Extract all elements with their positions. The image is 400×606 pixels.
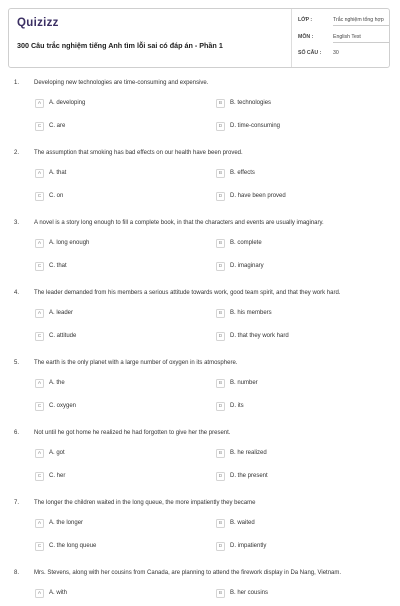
quizizz-logo: Quizizz <box>17 17 59 29</box>
question-8 <box>0 566 400 606</box>
option-text: C. on <box>49 193 64 199</box>
option-d[interactable] <box>216 192 366 204</box>
question-text: The assumption that smoking has bad effects on our health have been proved. <box>34 150 243 156</box>
meta-label-class: LỚP : <box>298 17 313 23</box>
meta-row-subject <box>298 33 390 45</box>
option-text: D. that they work hard <box>230 333 289 339</box>
option-letter-box: C <box>35 542 44 551</box>
option-text: A. leader <box>49 310 74 316</box>
worksheet-header <box>8 8 390 68</box>
option-letter-box: B <box>216 99 225 108</box>
option-letter-box: B <box>216 379 225 388</box>
option-a[interactable] <box>35 309 185 321</box>
option-b[interactable] <box>216 309 366 321</box>
option-letter-box: B <box>216 449 225 458</box>
question-number: 8. <box>14 570 20 576</box>
option-text: B. effects <box>230 170 255 176</box>
option-text: A. developing <box>49 100 86 106</box>
option-b[interactable] <box>216 169 366 181</box>
question-3 <box>0 216 400 286</box>
question-1 <box>0 76 400 146</box>
option-a[interactable] <box>35 239 185 251</box>
option-letter-box: B <box>216 589 225 598</box>
question-text: Developing new technologies are time-consuming and expensive. <box>34 80 209 86</box>
option-c[interactable] <box>35 402 185 414</box>
option-d[interactable] <box>216 262 366 274</box>
option-text: A. long enough <box>49 240 90 246</box>
option-letter-box: A <box>35 239 44 248</box>
question-text: The longer the children waited in the long queue, the more impatiently they became <box>34 500 256 506</box>
option-text: B. his members <box>230 310 272 316</box>
option-text: D. impatiently <box>230 543 267 549</box>
question-number: 6. <box>14 430 20 436</box>
option-a[interactable] <box>35 379 185 391</box>
option-letter-box: C <box>35 472 44 481</box>
meta-value-subject: English Test <box>333 34 389 43</box>
meta-label-subject: MÔN : <box>298 34 314 40</box>
option-text: C. her <box>49 473 66 479</box>
option-a[interactable] <box>35 589 185 601</box>
option-c[interactable] <box>35 472 185 484</box>
option-text: B. waited <box>230 520 255 526</box>
option-b[interactable] <box>216 379 366 391</box>
question-number: 1. <box>14 80 20 86</box>
option-b[interactable] <box>216 449 366 461</box>
option-text: C. are <box>49 123 66 129</box>
option-d[interactable] <box>216 542 366 554</box>
question-text: A novel is a story long enough to fill a complete book, in that the characters and events are usually imaginary. <box>34 220 324 226</box>
option-d[interactable] <box>216 472 366 484</box>
option-a[interactable] <box>35 169 185 181</box>
option-b[interactable] <box>216 239 366 251</box>
meta-value-class: Trắc nghiệm tổng hợp <box>333 17 389 26</box>
option-letter-box: A <box>35 379 44 388</box>
option-letter-box: D <box>216 332 225 341</box>
option-letter-box: D <box>216 542 225 551</box>
option-text: B. complete <box>230 240 262 246</box>
option-letter-box: B <box>216 519 225 528</box>
option-letter-box: C <box>35 192 44 201</box>
option-c[interactable] <box>35 262 185 274</box>
question-text: The leader demanded from his members a serious attitude towards work, good team spirit, and that they work hard. <box>34 290 341 296</box>
option-a[interactable] <box>35 99 185 111</box>
question-text: Mrs. Stevens, along with her cousins from Canada, are planning to attend the firework display in Da Nang, Vietnam. <box>34 570 342 576</box>
option-letter-box: D <box>216 192 225 201</box>
option-b[interactable] <box>216 589 366 601</box>
question-text: The earth is the only planet with a large number of oxygen in its atmosphere. <box>34 360 238 366</box>
option-letter-box: C <box>35 332 44 341</box>
question-number: 5. <box>14 360 20 366</box>
question-6 <box>0 426 400 496</box>
option-letter-box: A <box>35 449 44 458</box>
question-number: 4. <box>14 290 20 296</box>
worksheet-title: 300 Câu trắc nghiệm tiếng Anh tìm lỗi sai có đáp án - Phần 1 <box>17 41 223 50</box>
option-text: C. that <box>49 263 67 269</box>
option-letter-box: A <box>35 309 44 318</box>
option-c[interactable] <box>35 192 185 204</box>
option-text: D. have been proved <box>230 193 286 199</box>
option-letter-box: B <box>216 309 225 318</box>
option-d[interactable] <box>216 332 366 344</box>
option-letter-box: D <box>216 122 225 131</box>
option-text: B. technologies <box>230 100 272 106</box>
option-text: B. her cousins <box>230 590 269 596</box>
option-text: D. its <box>230 403 244 409</box>
question-4 <box>0 286 400 356</box>
option-a[interactable] <box>35 519 185 531</box>
option-text: A. the <box>49 380 65 386</box>
question-number: 7. <box>14 500 20 506</box>
header-divider <box>291 9 292 67</box>
option-letter-box: A <box>35 589 44 598</box>
meta-row-class <box>298 16 390 28</box>
option-letter-box: A <box>35 169 44 178</box>
option-letter-box: A <box>35 519 44 528</box>
meta-label-question-count: SỐ CÂU : <box>298 50 322 56</box>
option-letter-box: D <box>216 472 225 481</box>
option-text: C. attitude <box>49 333 77 339</box>
option-text: C. oxygen <box>49 403 77 409</box>
meta-row-question-count <box>298 49 390 61</box>
option-letter-box: C <box>35 262 44 271</box>
question-5 <box>0 356 400 426</box>
meta-value-question-count: 30 <box>333 50 339 56</box>
option-c[interactable] <box>35 332 185 344</box>
question-2 <box>0 146 400 216</box>
option-letter-box: D <box>216 262 225 271</box>
option-text: D. the present <box>230 473 268 479</box>
option-a[interactable] <box>35 449 185 461</box>
option-text: A. the longer <box>49 520 84 526</box>
option-text: A. that <box>49 170 67 176</box>
option-letter-box: B <box>216 239 225 248</box>
question-list <box>0 76 400 606</box>
option-letter-box: C <box>35 402 44 411</box>
option-letter-box: D <box>216 402 225 411</box>
question-text: Not until he got home he realized he had forgotten to give her the present. <box>34 430 231 436</box>
option-text: B. number <box>230 380 258 386</box>
option-letter-box: B <box>216 169 225 178</box>
option-text: A. with <box>49 590 68 596</box>
question-number: 2. <box>14 150 20 156</box>
option-text: B. he realized <box>230 450 267 456</box>
question-7 <box>0 496 400 566</box>
option-text: D. time-consuming <box>230 123 281 129</box>
option-b[interactable] <box>216 99 366 111</box>
option-letter-box: A <box>35 99 44 108</box>
option-d[interactable] <box>216 402 366 414</box>
option-b[interactable] <box>216 519 366 531</box>
option-d[interactable] <box>216 122 366 134</box>
option-text: D. imaginary <box>230 263 264 269</box>
option-letter-box: C <box>35 122 44 131</box>
option-text: A. got <box>49 450 65 456</box>
option-c[interactable] <box>35 122 185 134</box>
option-c[interactable] <box>35 542 185 554</box>
question-number: 3. <box>14 220 20 226</box>
option-text: C. the long queue <box>49 543 97 549</box>
